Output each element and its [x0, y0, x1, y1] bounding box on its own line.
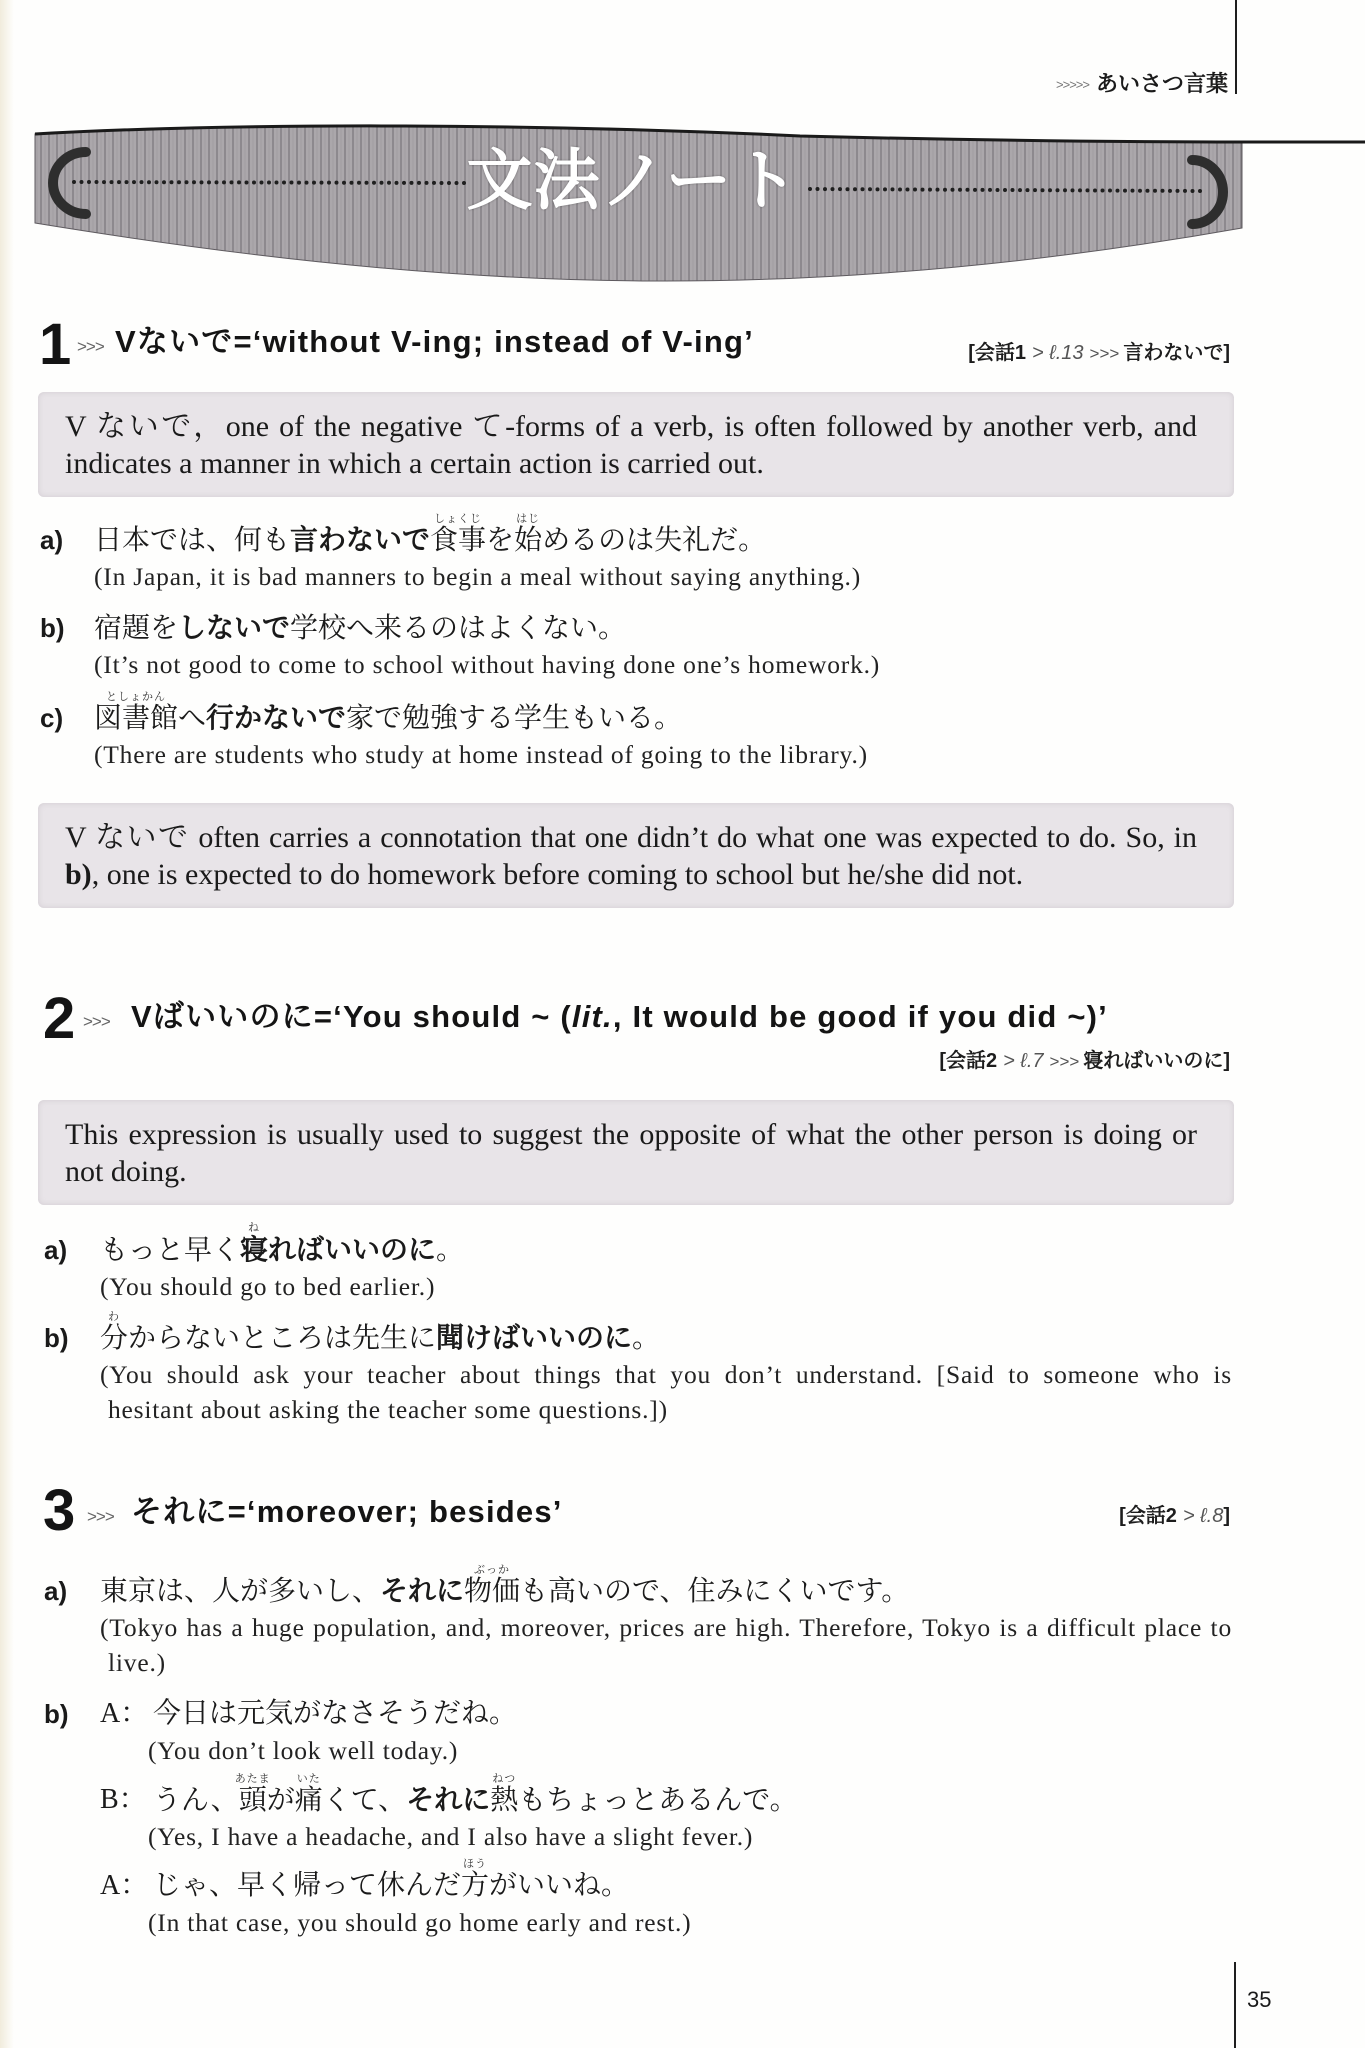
chevrons-icon: >>>: [83, 1012, 110, 1031]
furigana: わ: [108, 1310, 120, 1323]
page-edge-shading: [0, 0, 14, 2048]
dialogue-turn: [100, 1857, 798, 1940]
running-head-title: あいさつ言葉: [1095, 71, 1228, 96]
text-segment: しないで: [178, 611, 291, 644]
example-body: [100, 1221, 465, 1304]
text-segment: 日本では、何も: [94, 525, 291, 556]
example-label: b): [44, 1699, 69, 1729]
text-segment: それに: [406, 1783, 491, 1816]
text-segment: , one is expected to do homework before coming to school but he/she did not.: [91, 858, 1024, 891]
example-japanese: [100, 1310, 1232, 1356]
chevrons-icon: >>>: [1049, 1052, 1080, 1071]
example-label: a): [44, 1235, 68, 1265]
dialogue-japanese: [153, 1772, 798, 1818]
text-segment: もっと早く: [100, 1235, 241, 1266]
text-segment: うん、: [153, 1785, 239, 1816]
example-japanese: [94, 512, 861, 558]
text-segment: 学校へ来るのはよくない。: [290, 613, 627, 644]
dialogue-turn: [100, 1696, 798, 1768]
furigana: ほう: [463, 1857, 488, 1870]
furigana: いた: [296, 1772, 321, 1785]
grammar-pattern-title: [131, 1494, 563, 1530]
dialogue-reference: [1119, 1502, 1230, 1530]
text-segment: が: [266, 1785, 295, 1816]
example-translation: (You should ask your teacher about things that you don’t understand. [Said to someone who is: [100, 1360, 1232, 1389]
text-segment: を: [486, 525, 515, 556]
text-segment: 聞けばいいのに: [436, 1321, 633, 1354]
furigana: としょかん: [106, 690, 166, 703]
ref-line: > ℓ.7: [1003, 1050, 1044, 1072]
text-segment: それに=‘moreover; besides’: [131, 1494, 563, 1529]
example-item: [40, 690, 868, 772]
dialogue-translation: (In that case, you should go home early and rest.): [148, 1908, 692, 1937]
example-item: [44, 1563, 1232, 1680]
furigana: はじ: [516, 512, 541, 525]
example-translation: (You should go to bed earlier.): [100, 1272, 436, 1301]
chevrons-icon: >>>: [87, 1507, 114, 1526]
text-segment: ればいいのに: [268, 1233, 437, 1266]
section-heading: [77, 324, 754, 360]
note-line: [65, 856, 1197, 893]
speaker-label: A：: [100, 1698, 149, 1729]
example-japanese: [94, 610, 880, 646]
ruby-word: 物価 ぶっか: [464, 1574, 520, 1610]
example-body: [94, 610, 880, 682]
explanation-box: [38, 392, 1234, 497]
ruby-word: 方 ほう: [461, 1868, 489, 1904]
text-segment: 宿題を: [94, 613, 179, 644]
explanation-line: [65, 1116, 1197, 1153]
example-translation-continued: hesitant about asking the teacher some questions.]): [108, 1395, 668, 1424]
ruby-word: 図書館 としょかん: [94, 701, 178, 737]
ref-lesson: 会話2: [1125, 1505, 1177, 1527]
ruby-word: 痛 いた: [295, 1783, 323, 1819]
text-segment: b): [65, 858, 92, 891]
explanation-box: [38, 1100, 1234, 1205]
text-segment: 今日は元気がなさそうだね。: [153, 1698, 518, 1729]
example-translation-continued: live.): [108, 1648, 166, 1677]
dialogue-reference: [968, 339, 1230, 368]
text-segment: not doing.: [65, 1155, 187, 1188]
section-number: 3: [43, 1478, 74, 1543]
text-segment: This expression is usually used to suggest the opposite of what the other person is doing or: [65, 1118, 1197, 1151]
text-segment: Vないで=‘without V-ing; instead of V-ing’: [115, 324, 754, 359]
ref-line: > ℓ.13: [1032, 342, 1084, 364]
ref-open: [: [968, 342, 975, 364]
example-translation: (Tokyo has a huge population, and, moreover, prices are high. Therefore, Tokyo is a difficult place to: [100, 1613, 1232, 1642]
ruby-word: 食事 しょくじ: [430, 523, 486, 559]
example-label: b): [40, 613, 65, 643]
example-label: a): [44, 1576, 68, 1606]
grammar-pattern-title: [131, 999, 1108, 1035]
ruby-word: 頭 あたま: [239, 1783, 267, 1819]
note-line: [65, 819, 1197, 856]
chevrons-icon: >>>>>: [1056, 77, 1089, 92]
dialogue-reference: [939, 1047, 1230, 1076]
chevrons-icon: >>>: [77, 337, 104, 356]
page-number: 35: [1247, 1987, 1272, 2012]
example-body: [94, 690, 868, 772]
dialogue: [100, 1696, 798, 1954]
text-segment: Vばいいのに=‘You should ~ (: [131, 999, 572, 1034]
text-segment: V ないで often carries a connotation that one didn’t do what one was expected to do. So, in: [65, 821, 1197, 854]
dialogue-turn: [100, 1772, 798, 1854]
text-segment: へ: [178, 703, 207, 734]
text-segment: 。: [436, 1235, 465, 1266]
page-number-rule: [1234, 1962, 1236, 2048]
text-segment: がいいね。: [489, 1870, 630, 1901]
example-item: [44, 1310, 1232, 1427]
text-segment: くて、: [322, 1785, 407, 1816]
section-number: 2: [43, 986, 74, 1051]
example-translation: (In Japan, it is bad manners to begin a meal without saying anything.): [94, 562, 862, 591]
ref-open: [: [1119, 1505, 1126, 1527]
example-label: b): [44, 1323, 69, 1353]
example-japanese: [94, 690, 868, 736]
example-japanese: [100, 1221, 465, 1268]
ref-close: ]: [1223, 342, 1230, 364]
text-segment: からないところは先生に: [128, 1323, 437, 1354]
ref-close: ]: [1223, 1050, 1230, 1072]
explanation-line: [65, 1153, 1197, 1190]
explanation-line: [65, 408, 1197, 445]
text-segment: 東京は、人が多いし、: [100, 1576, 381, 1607]
furigana: ぶっか: [474, 1563, 511, 1576]
example-label: c): [40, 703, 64, 733]
text-segment: lit.: [571, 999, 613, 1034]
ref-close: ]: [1223, 1505, 1230, 1527]
ruby-word: 熱 ねつ: [490, 1783, 518, 1819]
example-item-dialogue: [44, 1696, 798, 1954]
text-segment: V ないで，one of the negative て-forms of a verb, is often followed by another verb, and: [65, 410, 1197, 443]
explanation-line: [65, 445, 1197, 482]
example-label: a): [40, 525, 64, 555]
text-segment: 行かないで: [206, 701, 347, 734]
dialogue-translation: (Yes, I have a headache, and I also have a slight fever.): [148, 1822, 754, 1851]
text-segment: 家で勉強する学生もいる。: [346, 703, 683, 734]
ruby-word: 始 はじ: [514, 523, 542, 559]
example-item: [40, 610, 880, 682]
banner-title: 文法ノート: [466, 142, 800, 219]
example-translation: (There are students who study at home instead of going to the library.): [94, 740, 868, 769]
example-translation: (It’s not good to come to school without having done one’s homework.): [94, 650, 881, 679]
furigana: ね: [248, 1221, 261, 1234]
text-segment: indicates a manner in which a certain action is carried out.: [65, 447, 764, 480]
example-item: [40, 512, 862, 594]
dialogue-translation: (You don’t look well today.): [148, 1736, 459, 1765]
section-number: 1: [39, 312, 70, 377]
text-segment: 。: [632, 1323, 661, 1354]
chevrons-icon: >>>: [1089, 344, 1120, 363]
example-body: [94, 512, 862, 594]
section-heading: [87, 1494, 563, 1530]
text-segment: 言わないで: [290, 523, 431, 556]
speaker-label: B：: [100, 1784, 147, 1815]
ref-phrase: 言わないで: [1123, 342, 1224, 364]
text-segment: も高いので、住みにくいです。: [520, 1576, 910, 1607]
ruby-word: 寝 ね: [240, 1232, 268, 1268]
ref-lesson: 会話2: [946, 1050, 998, 1072]
example-body: [100, 1563, 1232, 1680]
text-segment: めるのは失礼だ。: [542, 525, 767, 556]
ruby-word: 分 わ: [100, 1321, 128, 1357]
example-body: [100, 1310, 1232, 1427]
furigana: ねつ: [492, 1772, 517, 1785]
ref-open: [: [939, 1050, 947, 1072]
ref-lesson: 会話1: [974, 342, 1027, 364]
usage-note-box: [38, 803, 1234, 908]
example-item: [44, 1221, 465, 1304]
grammar-pattern-title: [115, 324, 754, 360]
dialogue-japanese: [153, 1857, 630, 1904]
ref-line: > ℓ.8: [1182, 1505, 1224, 1527]
example-japanese: [100, 1563, 1232, 1609]
text-segment: , It would be good if you did ~)’: [612, 999, 1108, 1034]
section-heading: [83, 999, 1108, 1035]
furigana: しょくじ: [434, 512, 483, 525]
text-segment: もちょっとあるんで。: [518, 1785, 798, 1816]
text-segment: それに: [380, 1574, 465, 1607]
furigana: あたま: [234, 1772, 271, 1785]
speaker-label: A：: [100, 1870, 149, 1901]
text-segment: じゃ、早く帰って休んだ: [153, 1870, 462, 1901]
dialogue-japanese: [153, 1696, 517, 1732]
ref-phrase: 寝ればいいのに: [1083, 1050, 1224, 1072]
